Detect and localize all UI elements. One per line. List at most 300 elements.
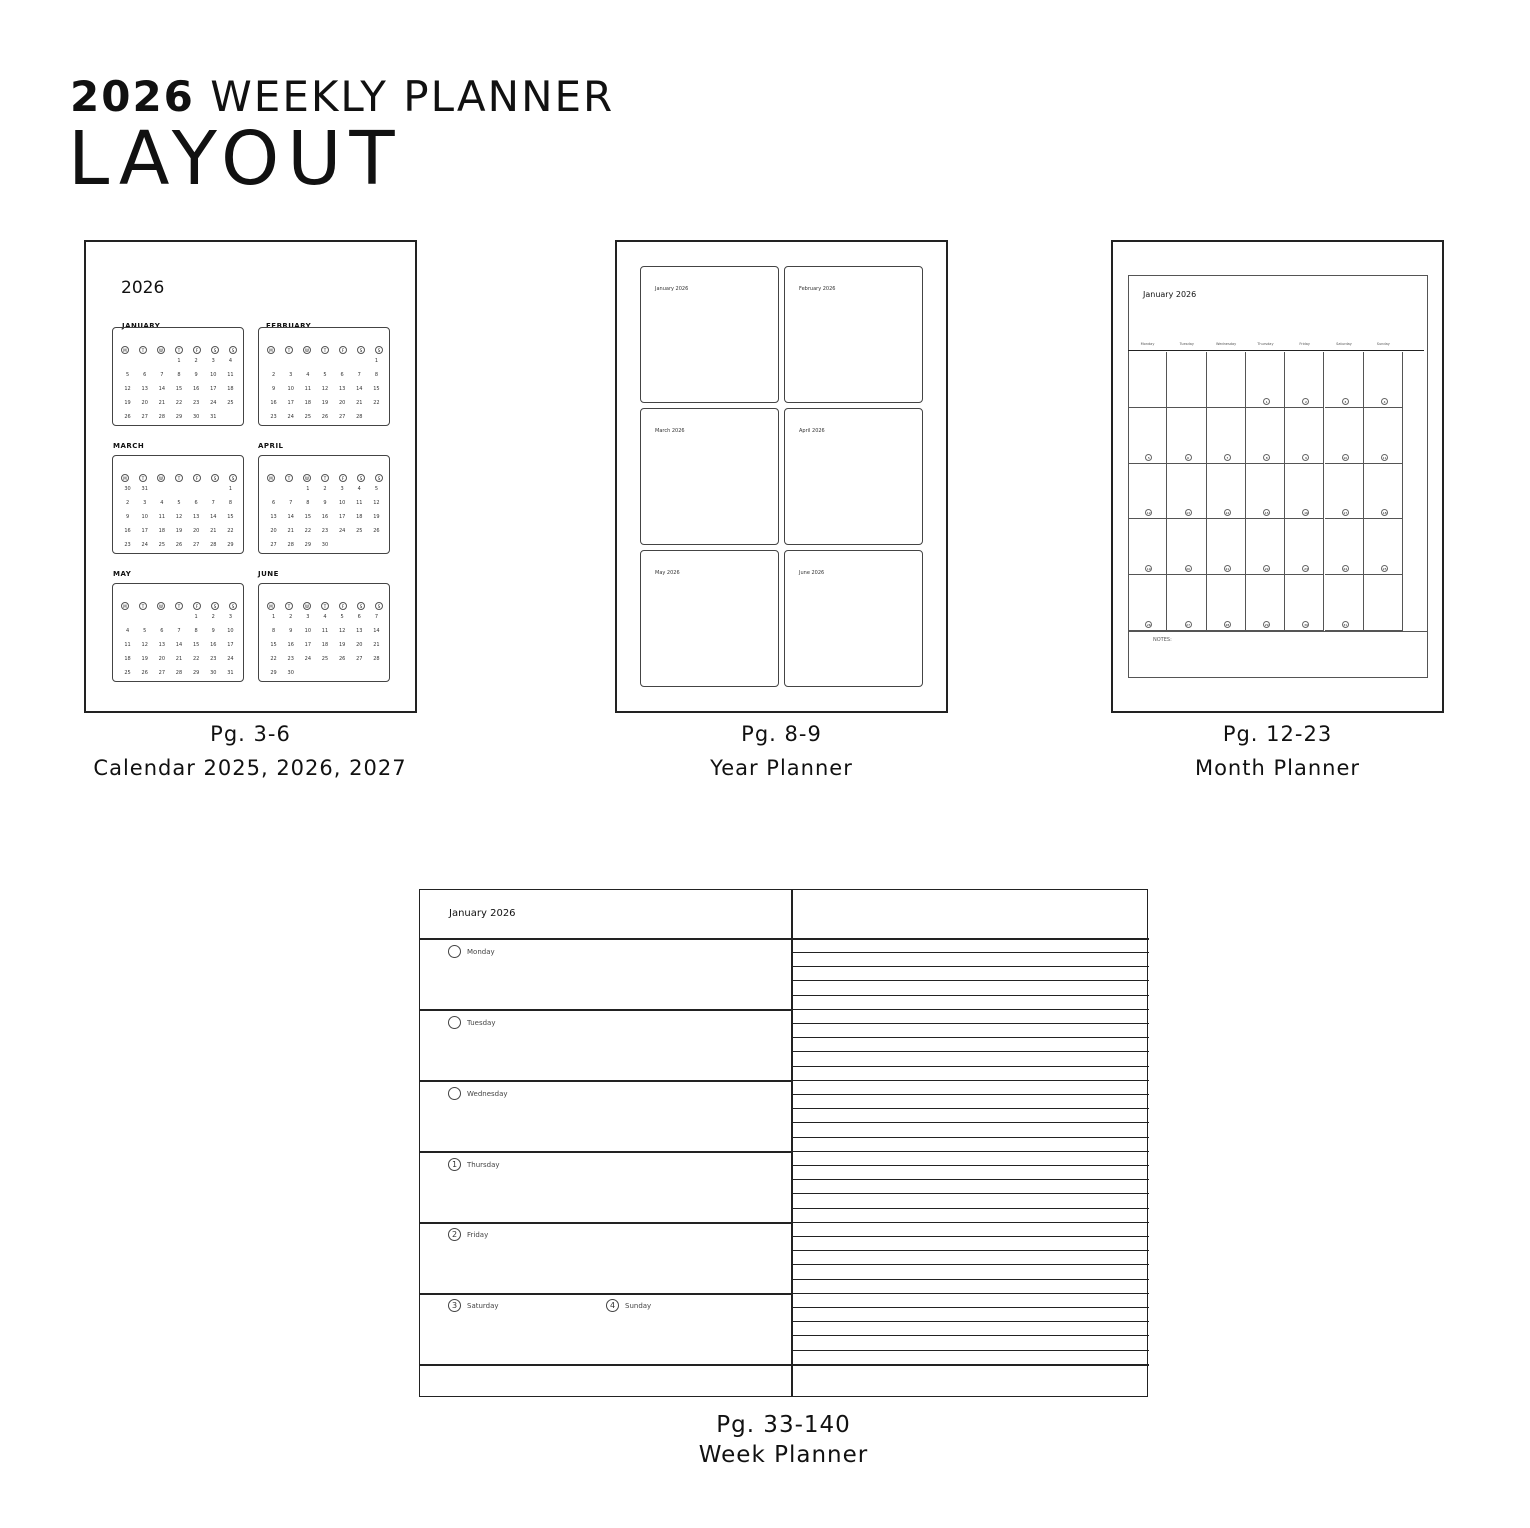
day-cell: 25 (304, 414, 312, 420)
week-row (265, 538, 385, 552)
day-cell: 7 (177, 628, 181, 634)
day-cell: 15 (175, 386, 183, 392)
week-row (265, 382, 385, 396)
day-cell (119, 610, 136, 624)
weekday-letter: F (339, 346, 347, 354)
title-year: 2026 (70, 72, 195, 121)
day-cell: 17 (304, 642, 312, 648)
month-day-number: 21 (1225, 567, 1230, 572)
day-number-circle: 3 (448, 1299, 461, 1312)
day-cell: 17 (338, 514, 346, 520)
day-cell: 17 (287, 400, 294, 406)
day-cell: 12 (124, 386, 131, 392)
day-cell: 1 (194, 614, 198, 620)
year-month-label: February 2026 (799, 286, 836, 292)
month-day-cell (1167, 575, 1206, 631)
ruled-line (792, 980, 1149, 981)
ruled-line (792, 1264, 1149, 1265)
day-cell: 4 (125, 628, 130, 634)
day-cell (170, 482, 187, 496)
weekday-header: Thursday (1257, 342, 1274, 346)
day-cell: 19 (373, 514, 380, 520)
month-day-number: 2 (1302, 398, 1309, 405)
month-day-cell (1246, 352, 1285, 408)
day-cell: 16 (287, 642, 294, 648)
day-cell: 21 (175, 656, 183, 662)
page-subtitle: LAYOUT (68, 116, 403, 202)
day-cell: 23 (124, 542, 131, 548)
day-row-divider (420, 938, 792, 940)
weekday-header (121, 602, 237, 610)
week-row (119, 410, 239, 424)
week-row (265, 496, 385, 510)
day-cell: 3 (211, 358, 215, 364)
month-day-number: 20 (1186, 567, 1190, 572)
month-day-number: 11 (1382, 455, 1387, 460)
day-cell: 21 (373, 642, 380, 648)
weekday-header: Sunday (1376, 342, 1390, 346)
month-day-cell (1364, 352, 1403, 408)
day-cell: 4 (228, 358, 233, 364)
month-day-number: 12 (1146, 511, 1151, 516)
weekday-letter: T (139, 474, 147, 482)
week-row (265, 638, 385, 652)
ruled-line (792, 1179, 1149, 1180)
day-cell (282, 354, 299, 368)
day-number-circle (448, 1016, 461, 1029)
day-cell: 2 (323, 486, 327, 492)
weekday-header (121, 346, 237, 354)
day-cell: 29 (192, 670, 200, 676)
day-cell: 30 (321, 542, 329, 548)
month-day-cell (1364, 575, 1403, 631)
day-cell: 11 (321, 628, 329, 634)
weekday-letter: S (375, 346, 383, 354)
month-header-rule (1128, 350, 1424, 351)
day-cell: 12 (175, 514, 183, 520)
week-row (119, 638, 239, 652)
day-cell: 28 (175, 670, 183, 676)
weekday-letter: M (121, 346, 129, 354)
month-day-number: 28 (1225, 622, 1230, 627)
day-cell: 19 (338, 642, 346, 648)
day-row-divider (420, 1364, 792, 1366)
day-cell (334, 354, 351, 368)
month-day-number: 30 (1304, 622, 1308, 627)
ruled-line (792, 966, 1149, 967)
notes-bottom-divider (792, 1364, 1149, 1366)
day-number-circle: 4 (606, 1299, 619, 1312)
year-month-box (784, 266, 923, 403)
day-cell: 10 (287, 386, 294, 392)
day-cell: 8 (306, 500, 310, 506)
weekday-header: Saturday (1336, 342, 1352, 346)
weekday-letter: S (211, 474, 219, 482)
day-row-divider (420, 1293, 792, 1295)
month-day-number: 22 (1264, 567, 1269, 572)
month-day-cell (1207, 352, 1246, 408)
month-day-cell (1285, 519, 1324, 575)
day-cell: 22 (270, 656, 277, 662)
mini-month-box (258, 583, 390, 682)
day-cell: 23 (192, 400, 200, 406)
day-cell: 13 (141, 386, 148, 392)
day-cell: 10 (338, 500, 346, 506)
day-cell: 6 (340, 372, 344, 378)
day-cell (136, 354, 153, 368)
day-cell (334, 666, 351, 680)
day-cell: 11 (356, 500, 363, 506)
year-caption-label: Year Planner (710, 756, 853, 780)
mini-month-grid (265, 610, 385, 680)
mini-month-box (258, 455, 390, 554)
day-cell: 14 (210, 514, 217, 520)
month-day-cell (1325, 464, 1364, 520)
year-month-box (640, 408, 779, 545)
month-caption-pages: Pg. 12-23 (1222, 722, 1333, 746)
day-cell: 26 (124, 414, 131, 420)
day-cell: 28 (373, 656, 380, 662)
mini-month-name: FEBRUARY (266, 322, 312, 330)
day-cell: 11 (124, 642, 131, 648)
day-cell: 31 (210, 414, 217, 420)
mini-month-grid (265, 354, 385, 424)
day-cell: 10 (227, 628, 234, 634)
day-label (448, 1158, 500, 1171)
week-title: January 2026 (449, 908, 516, 919)
day-cell: 30 (124, 486, 131, 492)
day-cell: 11 (227, 372, 234, 378)
day-number-circle: 1 (448, 1158, 461, 1171)
month-day-cell (1364, 464, 1403, 520)
day-cell: 14 (373, 628, 380, 634)
day-cell: 1 (306, 486, 310, 492)
weekday-letter: S (211, 602, 219, 610)
day-cell: 9 (211, 628, 215, 634)
day-cell: 16 (210, 642, 217, 648)
week-row (119, 624, 239, 638)
day-name: Thursday (467, 1160, 500, 1169)
day-cell: 26 (141, 670, 148, 676)
day-name: Tuesday (467, 1018, 496, 1027)
day-cell: 28 (287, 542, 294, 548)
month-day-number: 8 (1263, 454, 1270, 461)
year-month-label: June 2026 (799, 570, 825, 576)
week-row (119, 510, 239, 524)
day-cell: 4 (357, 486, 361, 492)
month-day-number: 14 (1225, 511, 1230, 516)
weekday-header (267, 602, 383, 610)
ruled-line (792, 1023, 1149, 1024)
day-cell: 26 (338, 656, 346, 662)
day-cell: 22 (175, 400, 183, 406)
ruled-line (792, 1250, 1149, 1251)
day-label (448, 945, 495, 958)
month-day-number: 13 (1186, 511, 1190, 516)
page-title (70, 72, 615, 121)
weekday-letter: W (157, 602, 165, 610)
day-cell: 25 (158, 542, 166, 548)
day-cell (368, 410, 385, 424)
notes-label: NOTES: (1153, 637, 1172, 643)
weekday-letter: T (175, 474, 183, 482)
week-planner-preview (419, 889, 1148, 1397)
day-cell (282, 482, 299, 496)
weekday-letter: S (375, 602, 383, 610)
day-cell: 7 (289, 500, 293, 506)
ruled-line (792, 1009, 1149, 1010)
month-day-number: 5 (1145, 454, 1152, 461)
month-day-cell (1207, 464, 1246, 520)
weekday-letter: F (193, 474, 201, 482)
week-row (265, 510, 385, 524)
day-name: Friday (467, 1230, 489, 1239)
day-cell (136, 610, 153, 624)
weekday-letter: W (303, 474, 311, 482)
day-cell: 9 (289, 628, 293, 634)
day-cell: 13 (270, 514, 277, 520)
day-cell: 5 (323, 372, 327, 378)
day-cell: 16 (192, 386, 200, 392)
day-cell: 13 (158, 642, 166, 648)
day-cell: 9 (194, 372, 198, 378)
day-label (606, 1299, 651, 1312)
day-cell (188, 482, 205, 496)
weekday-letter: S (211, 346, 219, 354)
weekday-letter: W (157, 474, 165, 482)
ruled-line (792, 1193, 1149, 1194)
day-cell: 22 (192, 656, 200, 662)
day-row-divider (420, 1080, 792, 1082)
ruled-line (792, 1037, 1149, 1038)
day-cell (299, 354, 316, 368)
day-number-circle: 2 (448, 1228, 461, 1241)
day-cell: 11 (304, 386, 312, 392)
ruled-line (792, 1208, 1149, 1209)
day-cell (205, 482, 222, 496)
ruled-line (792, 1122, 1149, 1123)
day-cell: 26 (321, 414, 329, 420)
mini-month-name: APRIL (258, 442, 284, 450)
week-row (119, 652, 239, 666)
day-cell (334, 538, 351, 552)
month-day-cell (1364, 519, 1403, 575)
day-cell: 22 (227, 528, 234, 534)
day-cell: 29 (175, 414, 183, 420)
month-day-number: 10 (1343, 455, 1348, 460)
week-row (119, 396, 239, 410)
week-row (265, 354, 385, 368)
day-cell (170, 610, 187, 624)
day-cell: 23 (270, 414, 277, 420)
day-name: Saturday (467, 1301, 499, 1310)
day-cell: 28 (356, 414, 363, 420)
ruled-line (792, 1137, 1149, 1138)
day-cell (153, 482, 170, 496)
day-cell: 3 (306, 614, 310, 620)
day-cell: 16 (321, 514, 329, 520)
weekday-header (267, 346, 383, 354)
month-planner-preview (1111, 240, 1444, 713)
day-cell: 16 (124, 528, 131, 534)
day-cell (265, 354, 282, 368)
month-day-cell (1167, 408, 1206, 464)
year-month-label: March 2026 (655, 428, 685, 434)
calendar-page-preview (84, 240, 417, 713)
week-row (265, 610, 385, 624)
weekday-letter: S (229, 346, 237, 354)
day-cell: 15 (227, 514, 234, 520)
title-rest: WEEKLY PLANNER (210, 72, 615, 121)
day-cell: 6 (271, 500, 276, 506)
weekday-header: Tuesday (1179, 342, 1194, 346)
day-label (448, 1299, 499, 1312)
week-row (119, 524, 239, 538)
month-day-number: 1 (1263, 398, 1270, 405)
month-day-number: 15 (1264, 511, 1269, 516)
day-row-divider (420, 1151, 792, 1153)
day-cell: 20 (158, 656, 166, 662)
day-cell: 9 (323, 500, 327, 506)
ruled-line (792, 1293, 1149, 1294)
day-cell: 21 (287, 528, 294, 534)
year-month-box (784, 550, 923, 687)
month-day-cell (1325, 575, 1364, 631)
day-cell: 1 (228, 486, 233, 492)
day-name: Sunday (625, 1301, 652, 1310)
day-cell: 6 (143, 372, 147, 378)
weekday-letter: T (321, 474, 329, 482)
day-cell: 15 (304, 514, 312, 520)
day-cell: 24 (227, 656, 234, 662)
day-cell: 17 (227, 642, 234, 648)
month-title: January 2026 (1143, 290, 1197, 299)
day-cell: 24 (210, 400, 217, 406)
week-row (265, 410, 385, 424)
weekday-letter: T (285, 474, 293, 482)
ruled-line (792, 1222, 1149, 1223)
month-day-number: 17 (1343, 511, 1348, 516)
day-cell: 10 (210, 372, 217, 378)
day-cell: 8 (177, 372, 181, 378)
day-cell (119, 354, 136, 368)
weekday-letter: T (139, 346, 147, 354)
day-cell: 28 (210, 542, 217, 548)
weekday-letter: S (229, 474, 237, 482)
day-cell: 6 (160, 628, 164, 634)
month-day-number: 25 (1382, 567, 1387, 572)
weekday-header (121, 474, 237, 482)
weekday-letter: S (229, 602, 237, 610)
ruled-line (792, 1236, 1149, 1237)
month-day-cell (1128, 464, 1167, 520)
day-name: Wednesday (467, 1089, 508, 1098)
week-row (119, 482, 239, 496)
day-cell: 28 (158, 414, 166, 420)
day-cell: 7 (357, 372, 361, 378)
ruled-line (792, 1321, 1149, 1322)
day-name: Monday (467, 947, 495, 956)
day-cell: 7 (211, 500, 215, 506)
week-row (119, 354, 239, 368)
day-cell: 27 (338, 414, 346, 420)
day-cell: 9 (125, 514, 130, 520)
day-cell: 15 (373, 386, 380, 392)
year-month-label: January 2026 (655, 286, 689, 292)
weekday-letter: F (339, 474, 347, 482)
week-row (119, 610, 239, 624)
month-day-number: 7 (1224, 454, 1231, 461)
month-day-number: 26 (1146, 622, 1151, 627)
weekday-letter: M (121, 474, 129, 482)
notes-header-divider (792, 938, 1149, 940)
day-cell (351, 538, 368, 552)
month-day-cell (1285, 352, 1324, 408)
month-day-cell (1246, 464, 1285, 520)
week-row (265, 482, 385, 496)
ruled-line (792, 1335, 1149, 1336)
day-label (448, 1087, 508, 1100)
day-cell: 4 (160, 500, 164, 506)
year-month-box (640, 266, 779, 403)
week-row (119, 496, 239, 510)
day-cell: 26 (373, 528, 380, 534)
weekday-letter: T (321, 602, 329, 610)
day-cell (222, 410, 239, 424)
day-cell: 29 (270, 670, 277, 676)
weekday-letter: F (193, 346, 201, 354)
day-cell: 27 (192, 542, 200, 548)
week-row (265, 524, 385, 538)
month-day-cell (1128, 352, 1167, 408)
month-day-cell (1207, 575, 1246, 631)
month-day-number: 6 (1185, 454, 1192, 461)
weekday-header: Friday (1299, 342, 1310, 346)
day-cell: 13 (356, 628, 363, 634)
day-cell: 18 (124, 656, 131, 662)
month-day-cell (1325, 519, 1364, 575)
month-day-number: 23 (1304, 567, 1308, 572)
day-cell: 2 (211, 614, 215, 620)
day-cell: 3 (143, 500, 147, 506)
weekday-letter: S (357, 474, 365, 482)
day-cell: 2 (194, 358, 198, 364)
day-cell: 6 (357, 614, 361, 620)
day-cell (351, 666, 368, 680)
ruled-line (792, 995, 1149, 996)
month-day-cell (1167, 352, 1206, 408)
weekday-letter: T (175, 602, 183, 610)
day-label (448, 1016, 495, 1029)
day-cell: 19 (141, 656, 148, 662)
day-cell: 14 (356, 386, 363, 392)
month-day-number: 19 (1146, 567, 1151, 572)
year-month-box (784, 408, 923, 545)
day-cell: 29 (227, 542, 234, 548)
day-cell: 12 (338, 628, 346, 634)
mini-month-grid (265, 482, 385, 552)
weekday-letter: F (339, 602, 347, 610)
day-cell: 25 (321, 656, 329, 662)
day-cell: 14 (158, 386, 166, 392)
weekday-header: Monday (1140, 342, 1155, 346)
day-cell: 27 (141, 414, 148, 420)
month-day-number: 3 (1342, 398, 1349, 405)
month-day-cell (1325, 408, 1364, 464)
ruled-line (792, 1066, 1149, 1067)
mini-month-name: MAY (113, 570, 132, 578)
ruled-line (792, 1165, 1149, 1166)
